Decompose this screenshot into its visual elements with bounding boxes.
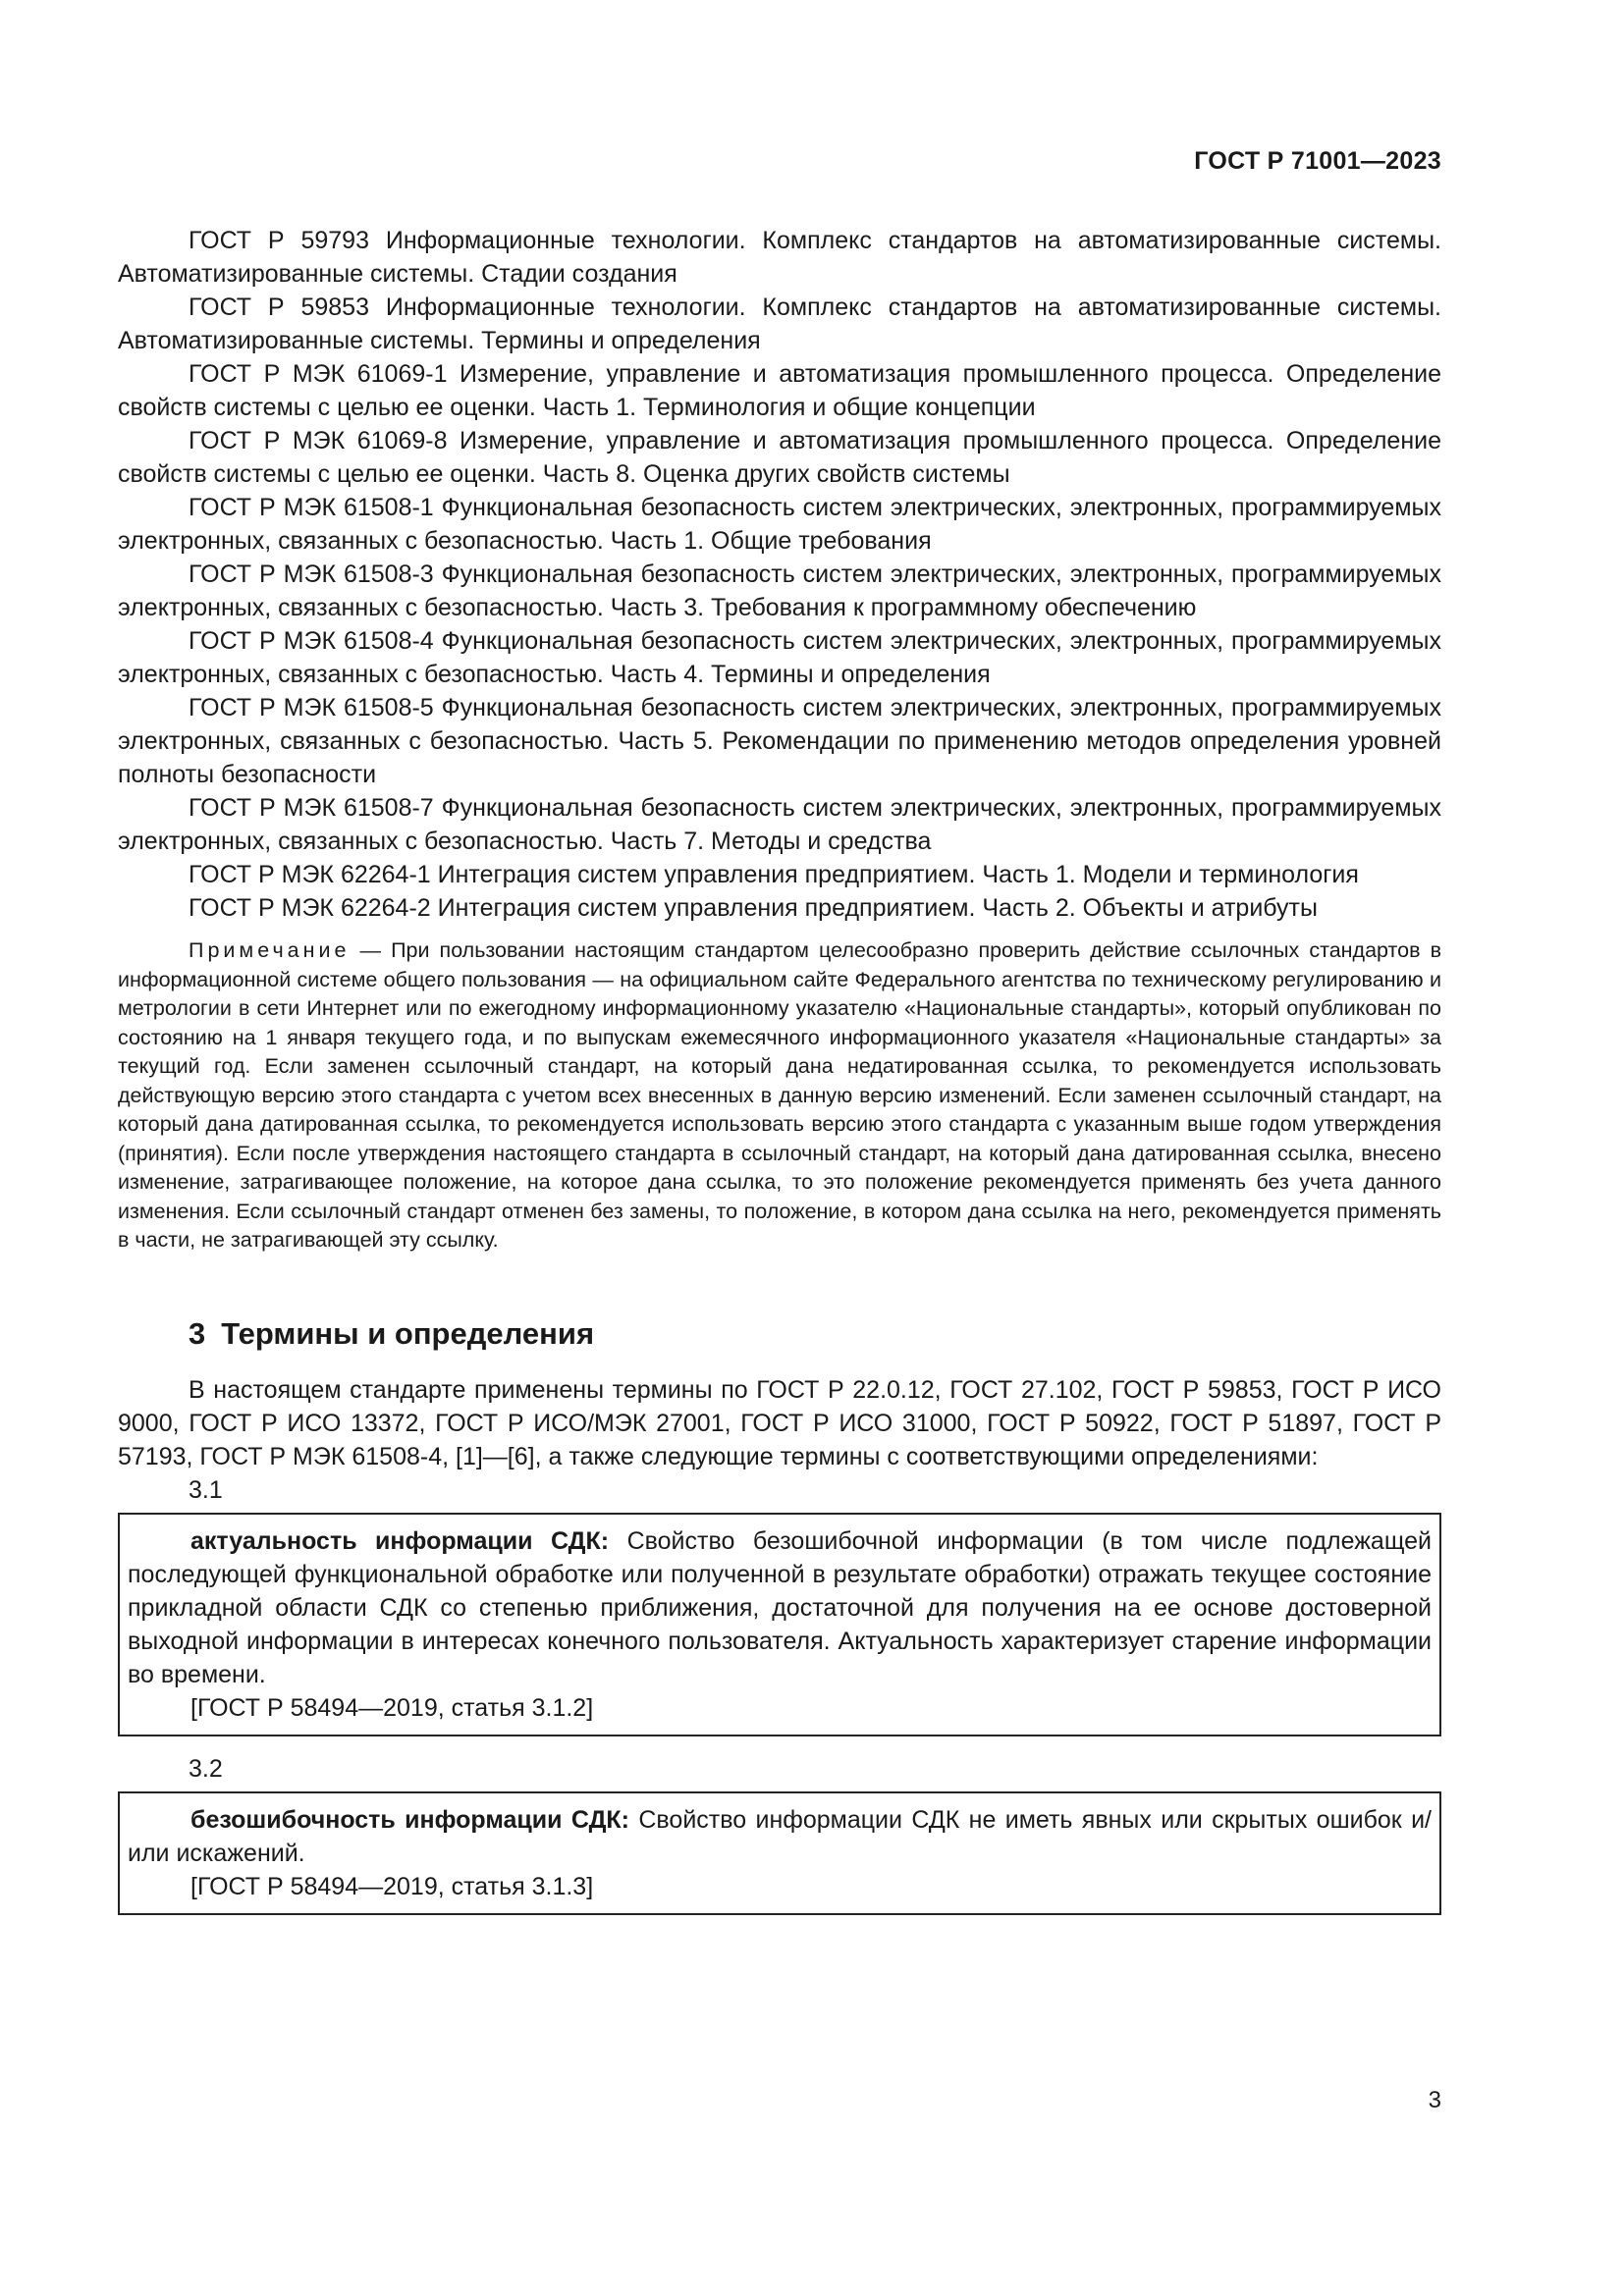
note-paragraph [118,936,1441,1255]
term-definition [128,1803,1432,1870]
reference-item: ГОСТ Р МЭК 61508-3 Функциональная безопасность систем электрических, электронных, программируемых электронных, связанных с безопасностью. Часть 3. Требования к программному обеспечению [118,561,1441,621]
section-heading [189,1314,1441,1354]
reference-item: ГОСТ Р МЭК 61508-1 Функциональная безопасность систем электрических, электронных, программируемых электронных, связанных с безопасностью. Часть 1. Общие требования [118,494,1441,555]
reference-item: ГОСТ Р МЭК 62264-2 Интеграция систем управления предприятием. Часть 2. Объекты и атрибуты [189,894,1318,922]
reference-item: ГОСТ Р МЭК 61508-5 Функциональная безопасность систем электрических, электронных, программируемых электронных, связанных с безопасностью. Часть 5. Рекомендации по применению методов определения уровней полноты безопасности [118,694,1441,788]
term-text: Свойство информации СДК не иметь явных или скрытых ошибок и/или искажений. [128,1805,1433,1867]
term-box [118,1513,1441,1736]
term-name: безошибочность информации СДК: [190,1805,630,1834]
term-box [118,1791,1441,1915]
section-intro: В настоящем стандарте применены термины по ГОСТ Р 22.0.12, ГОСТ 27.102, ГОСТ Р 59853, ГОСТ Р ИСО 9000, ГОСТ Р ИСО 13372, ГОСТ Р ИСО/МЭК 27001, ГОСТ Р ИСО 31000, ГОСТ Р 50922, ГОСТ Р 51897, ГОСТ Р 57193, ГОСТ Р МЭК 61508-4, [1]—[6], а также следующие термины с соответствующими определениями: [118,1375,1441,1470]
term-number: 3.1 [189,1475,223,1504]
reference-item: ГОСТ Р МЭК 61508-4 Функциональная безопасность систем электрических, электронных, программируемых электронных, связанных с безопасностью. Часть 4. Термины и определения [118,627,1441,688]
reference-item: ГОСТ Р 59853 Информационные технологии. Комплекс стандартов на автоматизированные системы. Автоматизированные системы. Термины и определения [118,294,1441,354]
section-number: 3 [189,1315,206,1351]
term-name: актуальность информации СДК: [190,1526,610,1555]
reference-item: ГОСТ Р МЭК 62264-1 Интеграция систем управления предприятием. Часть 1. Модели и терминология [189,861,1359,888]
references-list [118,224,1441,925]
term-number: 3.2 [189,1754,223,1783]
section-title: Термины и определения [221,1315,595,1351]
document-header: ГОСТ Р 71001—2023 [1194,147,1441,175]
term-text: Свойство безошибочной информации (в том числе подлежащей последующей функциональной обработке или полученной в результате обработки) отражать текущее состояние прикладной области СДК со степенью приближения, достаточной для получения на ее основе достоверной выходной информации в интересах конечного пользователя. Актуальность характеризует старение информации во времени. [128,1526,1432,1688]
reference-item: ГОСТ Р 59793 Информационные технологии. Комплекс стандартов на автоматизированные системы. Автоматизированные системы. Стадии создания [118,227,1441,288]
reference-item: ГОСТ Р МЭК 61069-1 Измерение, управление и автоматизация промышленного процесса. Определение свойств системы с целью ее оценки. Часть 1. Терминология и общие концепции [118,360,1441,421]
term-source: [ГОСТ Р 58494—2019, статья 3.1.2] [190,1693,594,1722]
note-text: — При пользовании настоящим стандартом целесообразно проверить действие ссылочных стандартов в информационной системе общего пользования — на официальном сайте Федерального агентства по техническому регулированию и метрологии в сети Интернет или по ежегодному информационному указателю «Национальные стандарты», который опубликован по состоянию на 1 января текущего года, и по выпускам ежемесячного информационного указателя «Национальные стандарты» за текущий год. Если заменен ссылочный стандарт, на который дана недатированная ссылка, то рекомендуется использовать действующую версию этого стандарта с учетом всех внесенных в данную версию изменений. Если заменен ссылочный стандарт, на который дана датированная ссылка, то рекомендуется использовать версию этого стандарта с указанным выше годом утверждения (принятия). Если после утверждения настоящего стандарта в ссылочный стандарт, на который дана датированная ссылка, внесено изменение, затрагивающее положение, на которое дана ссылка, то это положение рекомендуется применять без учета данного изменения. Если ссылочный стандарт отменен без замены, то положение, в котором дана ссылка на него, рекомендуется применять в части, не затрагивающей эту ссылку. [118,938,1441,1252]
reference-item: ГОСТ Р МЭК 61508-7 Функциональная безопасность систем электрических, электронных, программируемых электронных, связанных с безопасностью. Часть 7. Методы и средства [118,794,1441,855]
reference-item: ГОСТ Р МЭК 61069-8 Измерение, управление и автоматизация промышленного процесса. Определение свойств системы с целью ее оценки. Часть 8. Оценка других свойств системы [118,427,1441,488]
term-definition [128,1524,1432,1691]
page-content [118,224,1441,1915]
term-source: [ГОСТ Р 58494—2019, статья 3.1.3] [190,1872,594,1900]
page-number: 3 [1428,2087,1441,2113]
note-label: Примечание [189,938,351,962]
